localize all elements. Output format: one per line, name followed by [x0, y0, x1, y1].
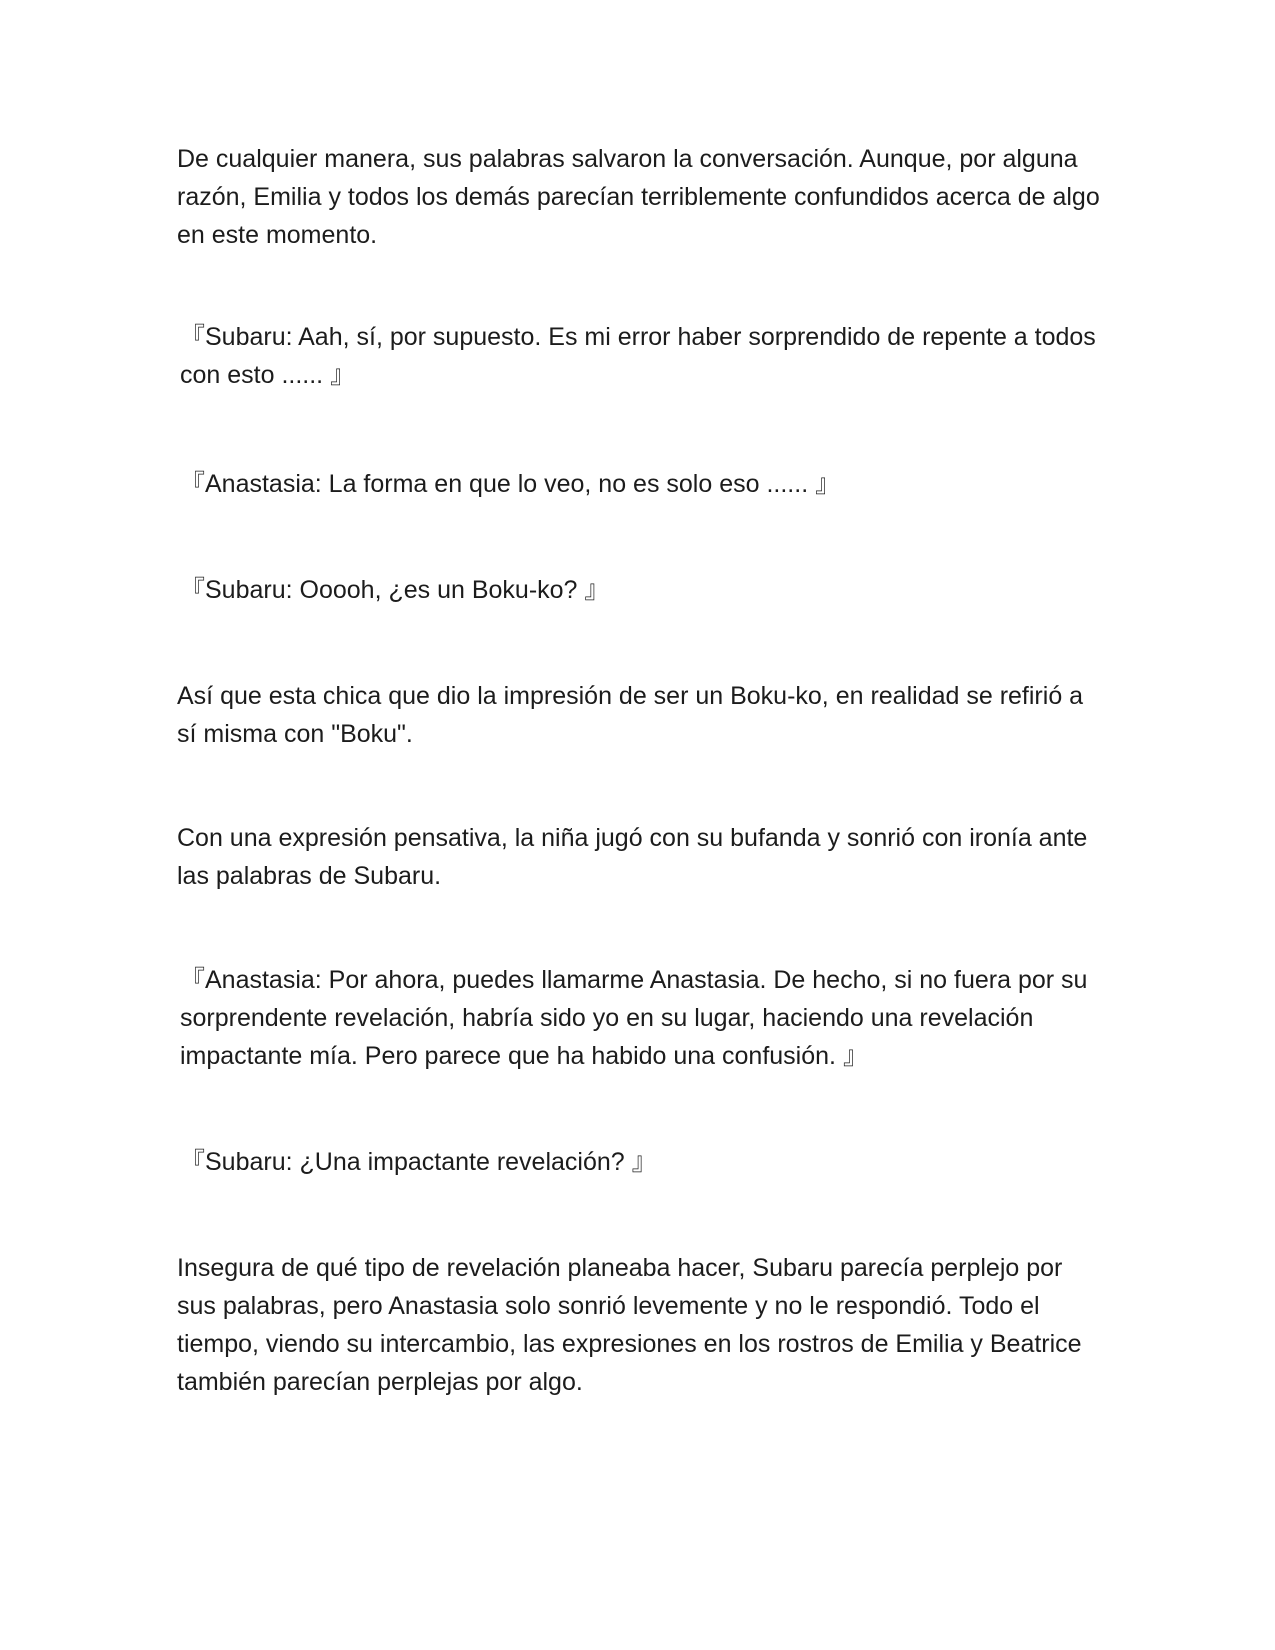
narration-paragraph: De cualquier manera, sus palabras salvaron la conversación. Aunque, por alguna razón, Emilia y todos los demás parecían terriblemente confundidos acerca de algo en este momento.: [177, 145, 1107, 249]
dialogue-line: 『Subaru: Aah, sí, por supuesto. Es mi error haber sorprendido de repente a todos con esto ...... 』: [180, 323, 1103, 389]
dialogue-line: 『Subaru: Ooooh, ¿es un Boku-ko? 』: [180, 576, 610, 604]
narration-paragraph: Así que esta chica que dio la impresión de ser un Boku-ko, en realidad se refirió a sí misma con "Boku".: [177, 682, 1091, 748]
narration-paragraph: Con una expresión pensativa, la niña jugó con su bufanda y sonrió con ironía ante las palabras de Subaru.: [177, 824, 1095, 890]
dialogue-line: 『Subaru: ¿Una impactante revelación? 』: [180, 1148, 657, 1176]
narration-paragraph: Insegura de qué tipo de revelación planeaba hacer, Subaru parecía perplejo por sus palabras, pero Anastasia solo sonrió levemente y no le respondió. Todo el tiempo, viendo su intercambio, las expresiones en los rostros de Emilia y Beatrice también parecían perplejas por algo.: [177, 1254, 1089, 1396]
dialogue-line: 『Anastasia: La forma en que lo veo, no es solo eso ...... 』: [180, 470, 841, 498]
dialogue-line: 『Anastasia: Por ahora, puedes llamarme Anastasia. De hecho, si no fuera por su sorprendente revelación, habría sido yo en su lugar, haciendo una revelación impactante mía. Pero parece que ha habido una confusión. 』: [180, 966, 1095, 1070]
